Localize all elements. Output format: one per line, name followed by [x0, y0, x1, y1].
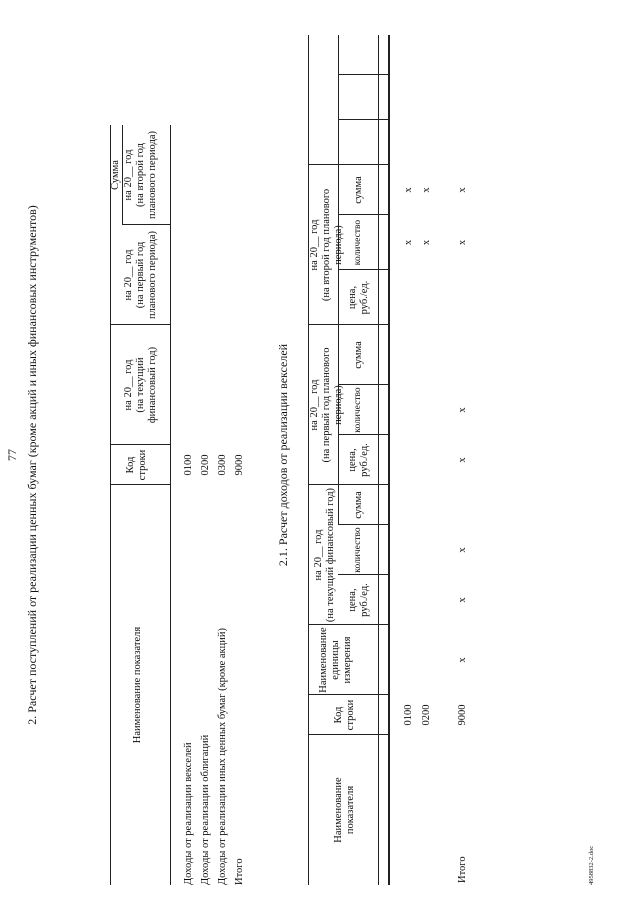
table-cell: x: [403, 187, 414, 193]
col-sum-header: сумма: [353, 176, 364, 204]
col-code-header: Код строки: [125, 449, 149, 481]
col-code-header: Код строки: [333, 699, 357, 731]
col-quantity-header: количество: [353, 387, 363, 433]
page-number: 77: [5, 449, 19, 461]
table-cell: x: [457, 407, 468, 413]
table-cell: x: [421, 239, 432, 246]
section21-title: 2.1. Расчет доходов от реализации векселей: [276, 343, 290, 567]
col-price-header: цена, руб./ед.: [347, 583, 371, 617]
table-cell: x: [457, 187, 468, 193]
section2-title: 2. Расчет поступлений от реализации ценных бумаг (кроме акций и иных финансовых инструментов): [25, 205, 39, 725]
table-row-code: 9000: [234, 454, 245, 476]
table-row-name: Доходы от реализации иных ценных бумаг (кроме акций): [217, 627, 228, 885]
col-name-header: Наименование показателя: [333, 777, 357, 843]
table-row-code: 0300: [217, 454, 228, 476]
table-row-code: 9000: [457, 704, 468, 726]
col-year-current-header: на 20__ год (на текущий финансовый год): [123, 346, 159, 424]
table-row-code: 0200: [200, 454, 211, 476]
col-quantity-header: количество: [353, 527, 363, 573]
col-year-current-header: на 20__ год (на текущий финансовый год): [313, 487, 337, 623]
col-sum-header: сумма: [353, 341, 364, 369]
table-cell: x: [421, 187, 432, 193]
col-name-header: Наименование показателя: [132, 626, 143, 744]
table-cell: x: [403, 239, 414, 246]
table-cell: x: [457, 657, 468, 663]
table-row-name: Итого: [234, 858, 245, 885]
table-row-name: Доходы от реализации облигаций: [200, 734, 211, 885]
table-cell: x: [457, 547, 468, 553]
table-cell: x: [457, 457, 468, 463]
col-unit-header: Наименование единицы измерения: [318, 627, 354, 693]
col-quantity-header: количество: [353, 219, 363, 266]
table-row-code: 0100: [183, 454, 194, 476]
col-year-second-header: на 20__ год (на второй год планового периода): [123, 130, 159, 220]
file-name: 4958832-2.doc: [588, 845, 595, 885]
table-row-name: Итого: [457, 856, 468, 883]
table-cell: x: [457, 239, 468, 246]
table-row-code: 0200: [421, 704, 432, 726]
table-cell: x: [457, 597, 468, 603]
col-year-first-header: на 20__ год (на первый год планового периода): [123, 230, 159, 320]
col-year-first-header: на 20__ год (на первый год планового периода): [309, 347, 345, 463]
col-price-header: цена, руб./ед.: [347, 443, 371, 477]
col-year-second-header: на 20__ год (на второй год планового периода): [309, 188, 345, 302]
col-sum-header: сумма: [353, 491, 364, 519]
col-sum-header: Сумма: [110, 160, 121, 190]
col-price-header: цена, руб./ед.: [347, 280, 371, 315]
table-row-name: Доходы от реализации векселей: [183, 742, 194, 885]
table-row-code: 0100: [403, 704, 414, 726]
